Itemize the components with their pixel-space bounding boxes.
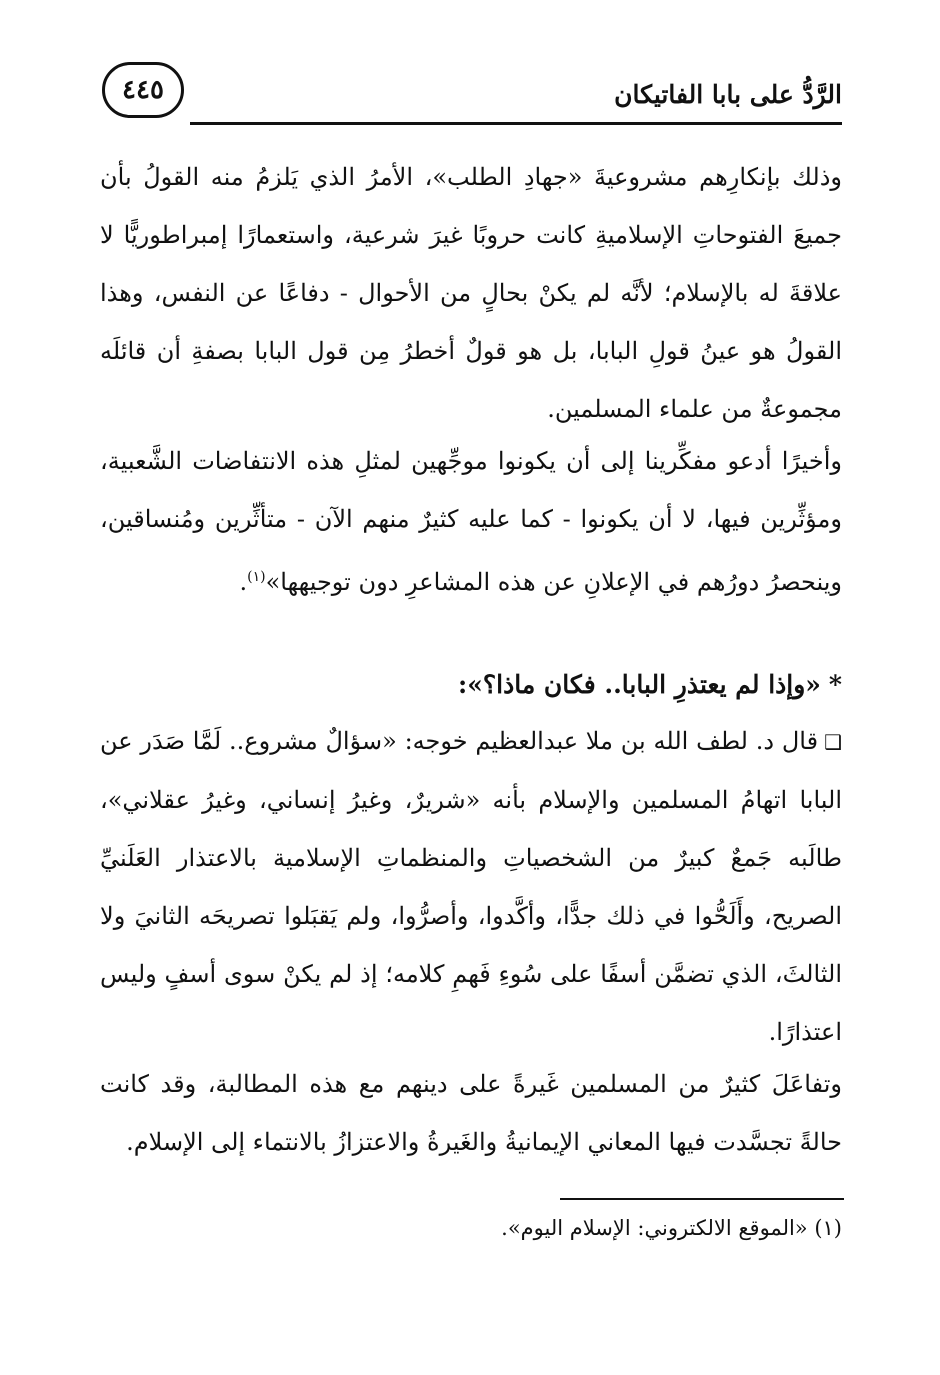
running-header — [100, 62, 842, 132]
page-number: ٤٤٥ — [102, 62, 184, 118]
paragraph-text: وأخيرًا أدعو مفكِّرينا إلى أن يكونوا موجِّهين لمثلِ هذه الانتفاضات الشَّعبية، ومؤثِّرين فيها، لا أن يكونوا - كما عليه كثيرٌ منهم الآن - متأثِّرين ومُنساقين، وينحصرُ دورُهم في الإعلانِ عن هذه المشاعرِ دون توجيهها» — [100, 447, 842, 596]
paragraph-text: قال د. لطف الله بن ملا عبدالعظيم خوجه: «سؤالٌ مشروع.. لَمَّا صَدَر عن البابا اتهامُ المسلمين والإسلام بأنه «شريرٌ، وغيرُ إنساني، وغيرُ عقلاني»، طالَبه جَمعٌ كبيرٌ من الشخصياتِ والمنظماتِ الإسلامية بالاعتذار العَلَنيِّ الصريح، وأَلَحُّوا في ذلك جدًّا، وأكَّدوا، وأصرُّوا، ولم يَقبَلوا تصريحَه الثانيَ ولا الثالثَ، الذي تضمَّن أسفًا على سُوءِ فَهمِ كلامه؛ إذ لم يكنْ سوى أسفٍ وليس اعتذارًا. — [100, 727, 842, 1046]
heading-text: «وإذا لم يعتذرِ البابا.. فكان ماذا؟»: — [458, 670, 821, 699]
square-bullet-icon: ❑ — [824, 730, 842, 754]
footnote-marker: (١) — [247, 569, 266, 585]
paragraph-4 — [100, 1055, 842, 1171]
paragraph-2 — [100, 432, 842, 611]
paragraph-text: وتفاعَلَ كثيرٌ من المسلمين غَيرةً على دينهم مع هذه المطالبة، وقد كانت حالةً تجسَّدت فيها المعاني الإيمانيةُ والغَيرةُ والاعتزازُ بالانتماء إلى الإسلام. — [100, 1070, 842, 1156]
section-heading — [100, 662, 842, 708]
header-rule — [190, 122, 842, 125]
footnote: (١) «الموقع الالكتروني: الإسلام اليوم». — [501, 1216, 842, 1240]
paragraph-3 — [100, 712, 842, 1061]
asterisk-icon: * — [828, 670, 842, 699]
running-title: الرَّدُّ على بابا الفاتيكان — [614, 80, 842, 109]
footnote-rule — [560, 1198, 844, 1200]
paragraph-text-container — [100, 712, 842, 1061]
paragraph-1 — [100, 148, 842, 438]
paragraph-text-container — [100, 432, 842, 611]
paragraph-text: وذلك بإنكارِهم مشروعيةَ «جهادِ الطلب»، الأمرُ الذي يَلزمُ منه القولُ بأن جميعَ الفتوحاتِ الإسلاميةِ كانت حروبًا غيرَ شرعية، واستعمارًا إمبراطوريًّا لا علاقةَ له بالإسلام؛ لأنَّه لم يكنْ بحالٍ من الأحوال - دفاعًا عن النفس، وهذا القولُ هو عينُ قولِ البابا، بل هو قولٌ أخطرُ مِن قول البابا بصفةِ أن قائلَه مجموعةٌ من علماء المسلمين. — [100, 163, 843, 423]
paragraph-end: . — [239, 568, 248, 596]
